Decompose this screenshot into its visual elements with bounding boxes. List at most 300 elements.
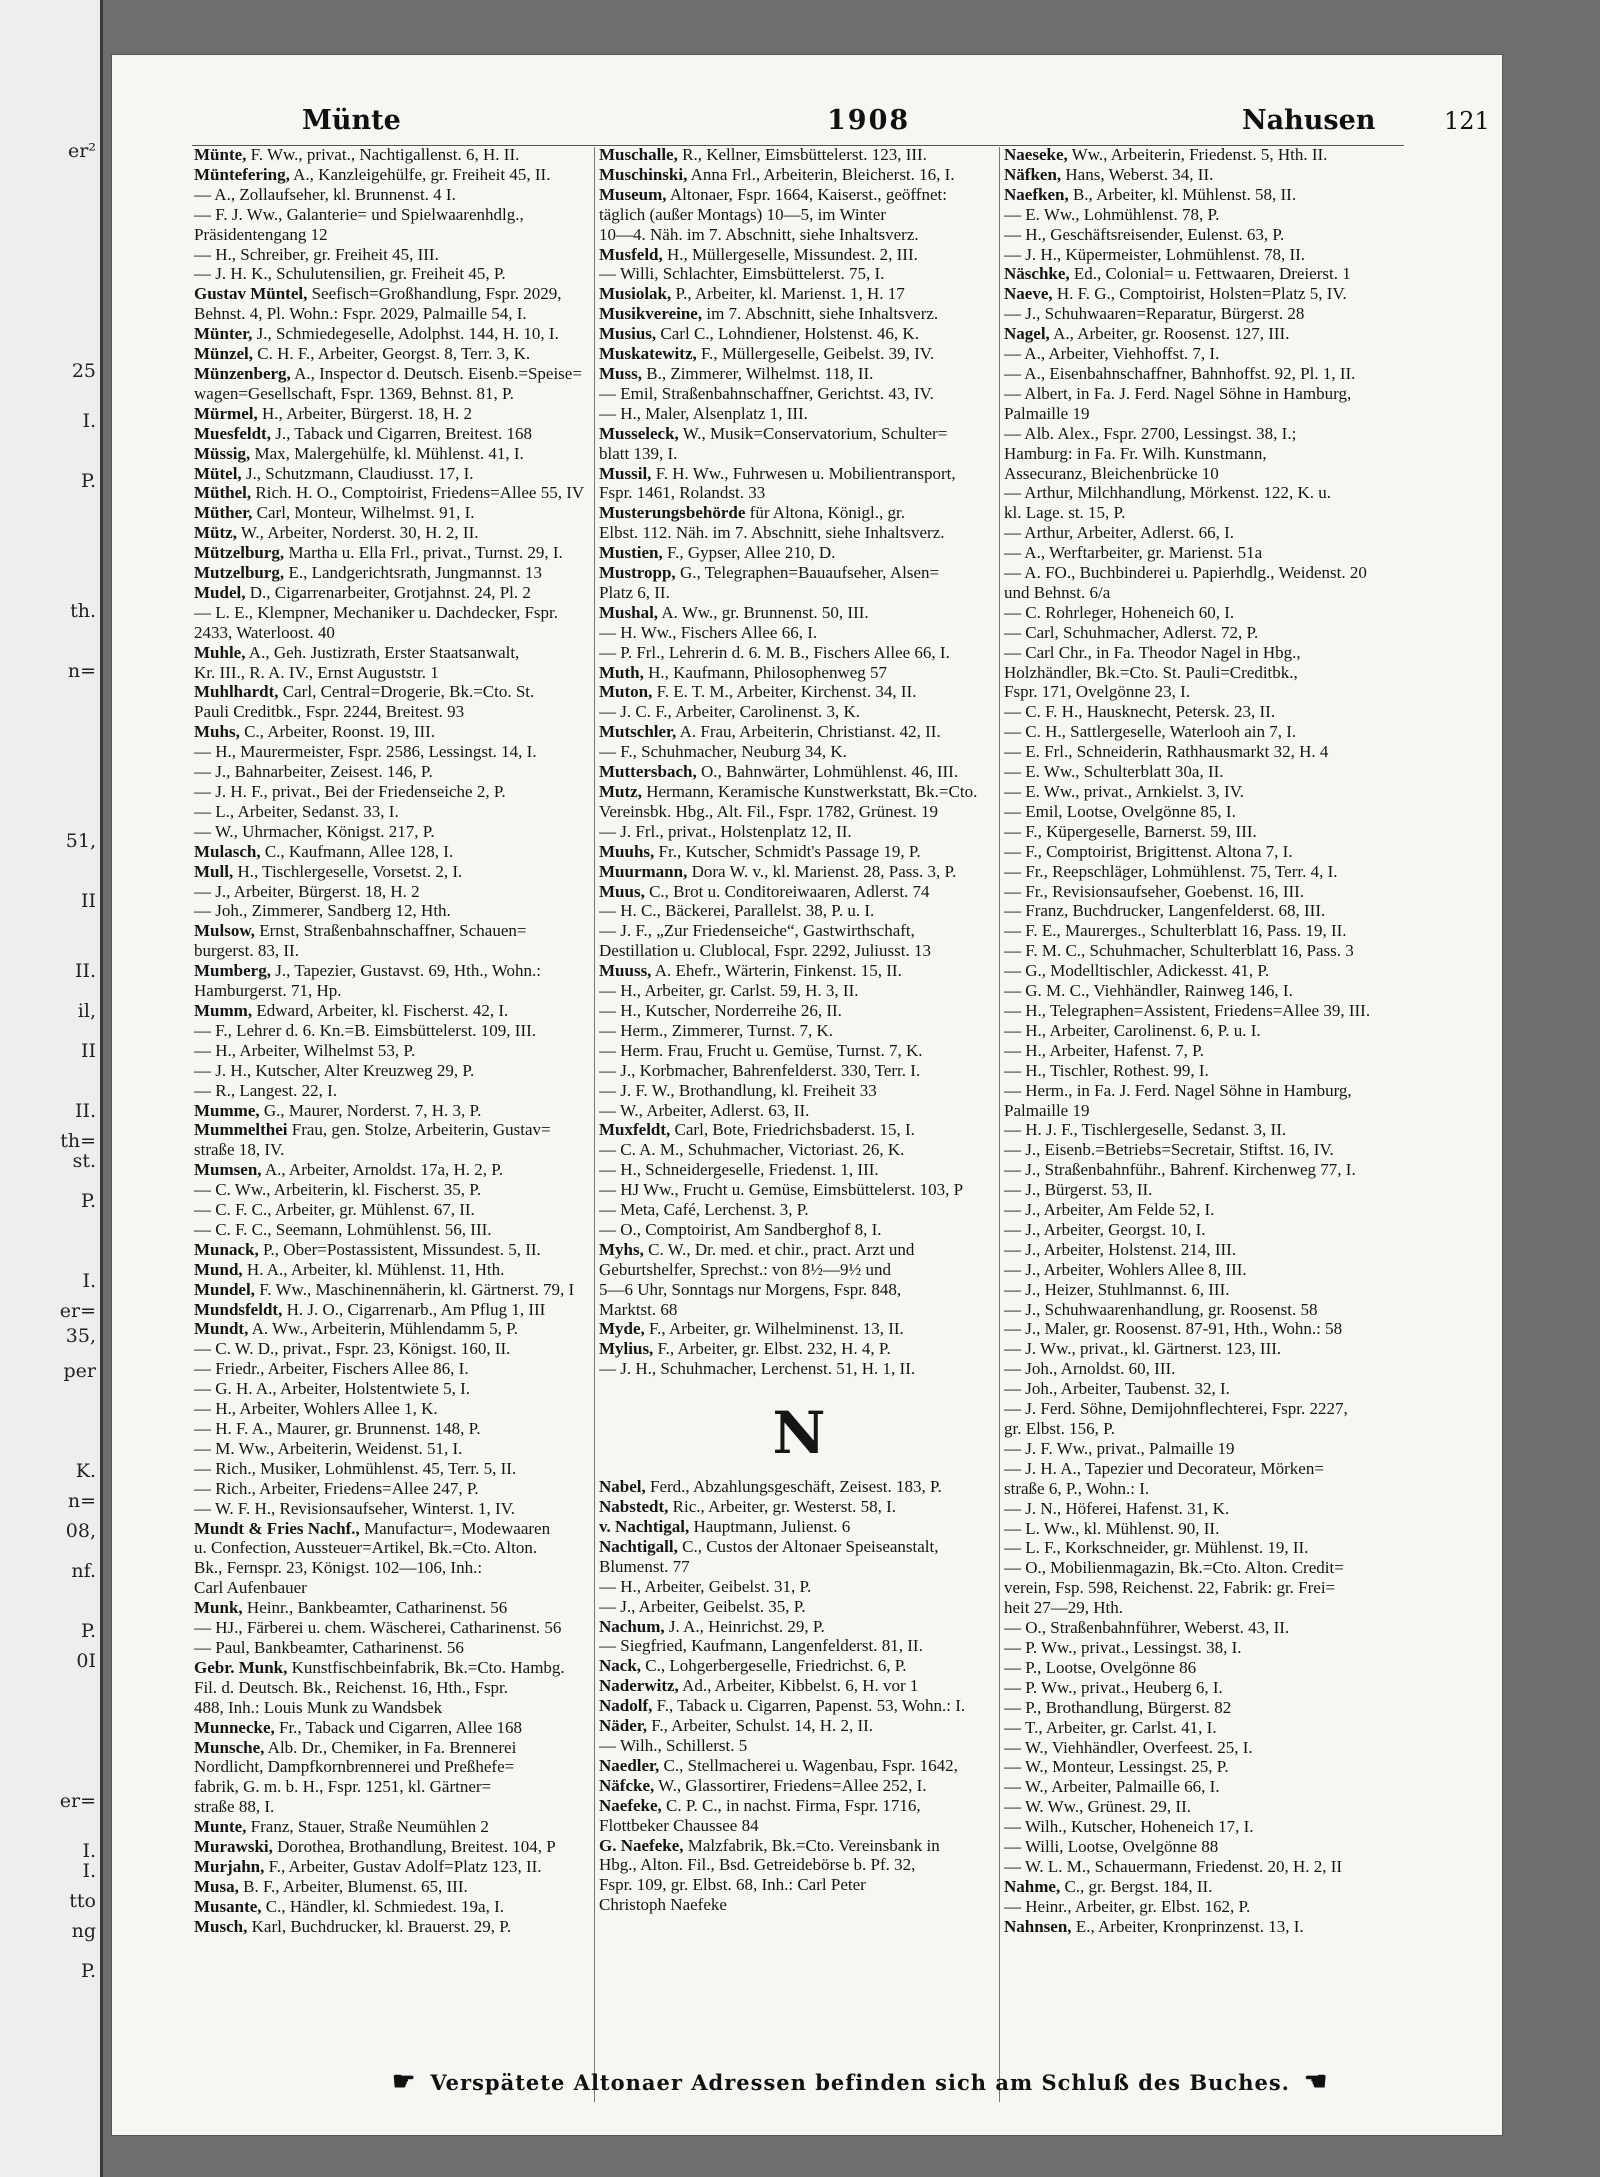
directory-entry (1004, 762, 1404, 782)
directory-entry (599, 1656, 999, 1676)
entry-details: H. J. O., Cigarrenarb., Am Pflug 1, III (282, 1299, 546, 1319)
directory-entry (1004, 1101, 1404, 1121)
entry-details: C., Custos der Altonaer Speiseanstalt, (677, 1536, 939, 1556)
footer-text: Verspätete Altonaer Adressen befinden sich am Schluß des Buches. (430, 2069, 1290, 2095)
adjacent-page-text-fragment: nf. (71, 1560, 96, 1582)
entry-details: Rich. H. O., Comptoirist, Friedens=Allee 55, IV (251, 483, 585, 503)
entry-details: — G., Modelltischler, Adickesst. 41, P. (1004, 961, 1270, 981)
entry-surname: Müssig, (194, 443, 251, 463)
directory-entry (194, 901, 594, 921)
entry-details: — Willi, Lootse, Ovelgönne 88 (1004, 1837, 1219, 1857)
directory-entry (599, 503, 999, 523)
directory-entry (194, 663, 594, 683)
entry-surname: Mundt & Fries Nachf., (194, 1518, 360, 1538)
directory-entry (1004, 1698, 1404, 1718)
entry-details: verein, Fsp. 598, Reichenst. 22, Fabrik: gr. Frei= (1004, 1578, 1336, 1598)
entry-surname: Munack, (194, 1239, 259, 1259)
entry-details: E., Arbeiter, Kronprinzenst. 13, I. (1071, 1916, 1304, 1936)
entry-details: — L. F., Korkschneider, gr. Mühlenst. 19, II. (1004, 1538, 1309, 1558)
directory-entry (599, 1796, 999, 1816)
entry-details: H., Kaufmann, Philosophenweg 57 (643, 662, 888, 682)
entry-surname: Musseleck, (599, 423, 679, 443)
entry-details: — J. Frl., privat., Holstenplatz 12, II. (599, 821, 852, 841)
entry-details: Karl, Buchdrucker, kl. Brauerst. 29, P. (247, 1916, 512, 1936)
directory-entry (1004, 1558, 1404, 1578)
section-letter-heading: N (772, 1399, 826, 1468)
directory-entry (1004, 245, 1404, 265)
directory-entry (1004, 483, 1404, 503)
directory-entry (194, 284, 594, 304)
directory-entry (1004, 1379, 1404, 1399)
entry-details: F., Arbeiter, Schulst. 14, H. 2, II. (647, 1716, 874, 1736)
directory-entry (194, 1140, 594, 1160)
entry-details: Ed., Colonial= u. Fettwaaren, Dreierst. 1 (1069, 264, 1351, 284)
directory-entry (194, 682, 594, 702)
entry-details: — H., Arbeiter, Geibelst. 31, P. (599, 1576, 812, 1596)
directory-entry (599, 1836, 999, 1856)
entry-details: — G. M. C., Viehhändler, Rainweg 146, I. (1004, 981, 1293, 1001)
adjacent-page-text-fragment: 25 (71, 360, 96, 382)
entry-details: C., Lohgerbergeselle, Friedrichst. 6, P. (641, 1656, 907, 1676)
directory-entry (1004, 1777, 1404, 1797)
directory-entry (599, 344, 999, 364)
entry-details: Kunstfischbeinfabrik, Bk.=Cto. Hambg. (287, 1657, 565, 1677)
entry-details: Dora W. v., kl. Marienst. 28, Pass. 3, P. (687, 861, 957, 881)
directory-entry (1004, 901, 1404, 921)
directory-entry (194, 1379, 594, 1399)
entry-details: Alb. Dr., Chemiker, in Fa. Brennerei (264, 1737, 517, 1757)
entry-details: heit 27—29, Hth. (1004, 1598, 1123, 1618)
entry-surname: Musiolak, (599, 284, 672, 304)
entry-surname: Musikvereine, (599, 304, 703, 324)
directory-entry (1004, 1459, 1404, 1479)
entry-details: — H., Schreiber, gr. Freiheit 45, III. (194, 244, 439, 264)
entry-details: — J., Schuhwaarenhandlung, gr. Roosenst. 58 (1004, 1299, 1318, 1319)
entry-surname: Muton, (599, 682, 653, 702)
page-footer-notice (392, 2067, 1342, 2097)
directory-entry (1004, 862, 1404, 882)
directory-entry (599, 1061, 999, 1081)
entry-surname: Munsche, (194, 1737, 265, 1757)
adjacent-page-text-fragment: tto (69, 1890, 96, 1912)
directory-entry (1004, 1041, 1404, 1061)
directory-entry (599, 1636, 999, 1656)
entry-details: Ernst, Straßenbahnschaffner, Schauen= (254, 921, 527, 941)
entry-surname: Museum, (599, 184, 667, 204)
directory-entry (194, 1101, 594, 1121)
entry-details: — C. Ww., Arbeiterin, kl. Fischerst. 35, P. (194, 1180, 482, 1200)
entry-details: — H., Tischler, Rothest. 99, I. (1004, 1060, 1209, 1080)
entry-details: P., Ober=Postassistent, Missundest. 5, II. (258, 1239, 541, 1259)
entry-surname: Müthel, (194, 483, 252, 503)
directory-entry (1004, 1260, 1404, 1280)
entry-surname: Munte, (194, 1817, 247, 1837)
directory-entry (1004, 842, 1404, 862)
entry-details: — C. W. D., privat., Fspr. 23, Königst. 160, II. (194, 1339, 511, 1359)
entry-details: — E. Ww., privat., Arnkielst. 3, IV. (1004, 782, 1245, 801)
directory-entry (194, 1220, 594, 1240)
entry-details: — F. E., Maurerges., Schulterblatt 16, Pass. 19, II. (1004, 921, 1347, 941)
entry-surname: G. Naefeke, (599, 1835, 684, 1855)
directory-entry (1004, 822, 1404, 842)
directory-entry (599, 424, 999, 444)
adjacent-page-text-fragment: ng (71, 1920, 96, 1942)
adjacent-page-text-fragment: I. (82, 410, 96, 432)
directory-entry (1004, 364, 1404, 384)
directory-entry (194, 384, 594, 404)
entry-details: Martha u. Ella Frl., privat., Turnst. 29, I. (284, 543, 563, 563)
entry-details: Hamburg: in Fa. Fr. Wilh. Kunstmann, (1004, 443, 1267, 463)
directory-entry (194, 1678, 594, 1698)
entry-details: — P., Lootse, Ovelgönne 86 (1004, 1657, 1197, 1677)
directory-entry (599, 882, 999, 902)
entry-details: — Fr., Revisionsaufseher, Goebenst. 16, III. (1004, 881, 1305, 901)
entry-details: C., Brot u. Conditoreiwaaren, Adlerst. 74 (644, 881, 930, 901)
directory-entry (1004, 702, 1404, 722)
entry-details: — G. H. A., Arbeiter, Holstentwiete 5, I. (194, 1379, 470, 1399)
entry-details: — Heinr., Arbeiter, gr. Elbst. 162, P. (1004, 1896, 1251, 1916)
entry-details: H., Müllergeselle, Missundest. 2, III. (662, 244, 918, 264)
directory-entry (194, 822, 594, 842)
entry-surname: Mumberg, (194, 961, 271, 981)
directory-entry (1004, 1638, 1404, 1658)
directory-entry (1004, 1757, 1404, 1777)
directory-entry (599, 1557, 999, 1577)
directory-entry (1004, 802, 1404, 822)
directory-entry (599, 1101, 999, 1121)
directory-entry (599, 623, 999, 643)
entry-surname: Muurmann, (599, 861, 688, 881)
entry-surname: Mund, (194, 1259, 243, 1279)
directory-entry (599, 1736, 999, 1756)
directory-entry (194, 205, 594, 225)
entry-surname: Nahnsen, (1004, 1916, 1072, 1936)
entry-details: J., Schutzmann, Claudiusst. 17, I. (241, 463, 474, 483)
directory-entry (194, 1200, 594, 1220)
entry-details: straße 88, I. (194, 1797, 275, 1817)
directory-entry (194, 742, 594, 762)
directory-entry (1004, 185, 1404, 205)
directory-entry (1004, 1399, 1404, 1419)
directory-entry (1004, 1538, 1404, 1558)
entry-details: — L., Arbeiter, Sedanst. 33, I. (194, 801, 399, 821)
entry-details: Malzfabrik, Bk.=Cto. Vereinsbank in (683, 1835, 940, 1855)
directory-entry (599, 1300, 999, 1320)
directory-entry (599, 1617, 999, 1637)
directory-entry (194, 1160, 594, 1180)
directory-entry (194, 1180, 594, 1200)
entry-surname: Münzel, (194, 344, 254, 364)
entry-surname: Mussil, (599, 463, 652, 483)
directory-entry (194, 722, 594, 742)
entry-details: H. F. G., Comptoirist, Holsten=Platz 5, IV. (1052, 284, 1347, 304)
directory-entry (194, 404, 594, 424)
entry-details: Nordlicht, Dampfkornbrennerei und Preßhefe= (194, 1757, 515, 1777)
directory-entry (1004, 1877, 1404, 1897)
page-header (192, 105, 1490, 145)
entry-details: A. Ehefr., Wärterin, Finkenst. 15, II. (651, 961, 902, 981)
directory-entry (599, 165, 999, 185)
entry-surname: Muhlhardt, (194, 682, 279, 702)
entry-details: — H., Arbeiter, Wohlers Allee 1, K. (194, 1399, 438, 1419)
entry-surname: Muuss, (599, 961, 652, 981)
entry-details: Carl, Bote, Friedrichsbaderst. 15, I. (670, 1120, 915, 1140)
entry-details: — Emil, Straßenbahnschaffner, Gerichtst. 43, IV. (599, 383, 934, 403)
directory-entry (194, 1041, 594, 1061)
directory-entry (599, 981, 999, 1001)
directory-entry (194, 503, 594, 523)
directory-entry (194, 424, 594, 444)
entry-details: — W., Viehhändler, Overfeest. 25, I. (1004, 1737, 1253, 1757)
entry-details: Ad., Arbeiter, Kibbelst. 6, H. vor 1 (678, 1676, 919, 1696)
adjacent-page-text-fragment: 35, (65, 1325, 96, 1347)
directory-entry (194, 1558, 594, 1578)
entry-surname: Muth, (599, 662, 644, 682)
entry-details: — C. F. H., Hausknecht, Petersk. 23, II. (1004, 702, 1276, 722)
entry-details: — Paul, Bankbeamter, Catharinenst. 56 (194, 1637, 464, 1657)
entry-details: — Rich., Musiker, Lohmühlenst. 45, Terr. 5, II. (194, 1458, 517, 1478)
entry-surname: Nagel, (1004, 324, 1050, 344)
entry-surname: Mutz, (599, 782, 642, 801)
entry-details: — H., Telegraphen=Assistent, Friedens=Allee 39, III. (1004, 1000, 1371, 1020)
entry-details: — J. C. F., Arbeiter, Carolinenst. 3, K. (599, 702, 860, 722)
directory-entry (194, 1837, 594, 1857)
entry-details: — Joh., Arbeiter, Taubenst. 32, I. (1004, 1379, 1230, 1399)
entry-details: — A. FO., Buchbinderei u. Papierhdlg., Weidenst. 20 (1004, 563, 1367, 583)
entry-details: Geburtshelfer, Sprechst.: von 8½—9½ und (599, 1259, 892, 1279)
directory-entry (1004, 1897, 1404, 1917)
directory-entry (194, 1757, 594, 1777)
entry-surname: Münte, (194, 145, 247, 164)
entry-details: — H., Kutscher, Norderreihe 26, II. (599, 1000, 842, 1020)
directory-entry (1004, 1081, 1404, 1101)
entry-surname: Muus, (599, 881, 645, 901)
entry-surname: Mutzelburg, (194, 563, 285, 583)
entry-details: — J. H., Küpermeister, Lohmühlenst. 78, II. (1004, 244, 1306, 264)
entry-details: F. H. Ww., Fuhrwesen u. Mobilientransport, (651, 463, 956, 483)
directory-entry (1004, 1220, 1404, 1240)
entry-surname: Muttersbach, (599, 762, 697, 782)
entry-surname: Mulsow, (194, 921, 255, 941)
entry-surname: Muhle, (194, 642, 246, 662)
entry-details: 10—4. Näh. im 7. Abschnitt, siehe Inhaltsverz. (599, 224, 919, 244)
entry-details: F. E. T. M., Arbeiter, Kirchenst. 34, II. (652, 682, 917, 702)
directory-entry (599, 722, 999, 742)
entry-details: Ric., Arbeiter, gr. Westerst. 58, I. (668, 1497, 896, 1517)
adjacent-page-text-fragment: th= (60, 1130, 96, 1152)
entry-details: J., Tapezier, Gustavst. 69, Hth., Wohn.: (270, 961, 541, 981)
entry-details: A., Arbeiter, gr. Roosenst. 127, III. (1049, 324, 1290, 344)
entry-details: — W., Uhrmacher, Königst. 217, P. (194, 821, 435, 841)
entry-details: — A., Zollaufseher, kl. Brunnenst. 4 I. (194, 184, 456, 204)
directory-entry (1004, 1180, 1404, 1200)
entry-details: — E. Frl., Schneiderin, Rathhausmarkt 32, H. 4 (1004, 742, 1329, 762)
entry-surname: Näder, (599, 1716, 648, 1736)
directory-entry (194, 324, 594, 344)
entry-details: burgerst. 83, II. (194, 941, 299, 961)
directory-entry (599, 304, 999, 324)
directory-entry (599, 563, 999, 583)
entry-details: — J., Straßenbahnführ., Bahrenf. Kirchenweg 77, I. (1004, 1160, 1356, 1180)
entry-details: Kr. III., R. A. IV., Ernst Auguststr. 1 (194, 662, 439, 682)
entry-details: — Friedr., Arbeiter, Fischers Allee 86, I. (194, 1359, 469, 1379)
directory-entry (1004, 464, 1404, 484)
directory-entry (599, 862, 999, 882)
directory-column-3 (1004, 145, 1404, 1937)
entry-details: B., Zimmerer, Wilhelmst. 118, II. (641, 363, 874, 383)
directory-entry (1004, 225, 1404, 245)
directory-entry (599, 145, 999, 165)
entry-details: C., Händler, kl. Schmiedest. 19a, I. (261, 1896, 504, 1916)
directory-entry (599, 1477, 999, 1497)
entry-details: Edward, Arbeiter, kl. Fischerst. 42, I. (252, 1000, 509, 1020)
entry-surname: Mütel, (194, 463, 242, 483)
directory-entry (194, 1698, 594, 1718)
directory-entry (194, 1638, 594, 1658)
entry-details: täglich (außer Montags) 10—5, im Winter (599, 204, 886, 224)
directory-entry (1004, 921, 1404, 941)
entry-surname: Murjahn, (194, 1856, 265, 1876)
entry-details: Carl, Monteur, Wilhelmst. 91, I. (252, 503, 475, 523)
directory-entry (1004, 1618, 1404, 1638)
directory-entry (1004, 304, 1404, 324)
directory-entry (194, 1280, 594, 1300)
entry-details: Max, Malergehülfe, kl. Mühlenst. 41, I. (250, 443, 524, 463)
entry-details: — Joh., Zimmerer, Sandberg 12, Hth. (194, 901, 451, 921)
directory-entry (599, 603, 999, 623)
entry-surname: Mumsen, (194, 1160, 262, 1180)
entry-surname: Muxfeldt, (599, 1120, 671, 1140)
adjacent-page-text-fragment: P. (81, 1960, 96, 1982)
entry-details: — Franz, Buchdrucker, Langenfelderst. 68, III. (1004, 901, 1326, 921)
entry-surname: Mützelburg, (194, 543, 285, 563)
adjacent-page-text-fragment: er= (59, 1790, 96, 1812)
entry-details: — E. Ww., Schulterblatt 30a, II. (1004, 762, 1224, 782)
directory-entry (194, 563, 594, 583)
adjacent-page-text-fragment: 08, (65, 1520, 96, 1542)
directory-entry (1004, 742, 1404, 762)
entry-details: B. F., Arbeiter, Blumenst. 65, III. (238, 1876, 468, 1896)
directory-entry (194, 603, 594, 623)
entry-details: — H., Geschäftsreisender, Eulenst. 63, P. (1004, 224, 1285, 244)
directory-entry (1004, 1319, 1404, 1339)
adjacent-page-text-fragment: th. (70, 600, 96, 622)
entry-surname: Münzenberg, (194, 363, 291, 383)
page-number: 121 (1444, 107, 1490, 135)
directory-entry (599, 264, 999, 284)
directory-entry (194, 1817, 594, 1837)
entry-details: — J. H., Kutscher, Alter Kreuzweg 29, P. (194, 1060, 475, 1080)
directory-entry (194, 1439, 594, 1459)
directory-entry (1004, 1439, 1404, 1459)
directory-entry (599, 543, 999, 563)
directory-entry (1004, 563, 1404, 583)
entry-details: Präsidentengang 12 (194, 224, 328, 244)
entry-details: Carl Aufenbauer (194, 1578, 307, 1598)
entry-details: — F., Küpergeselle, Barnerst. 59, III. (1004, 821, 1257, 841)
entry-details: F. Ww., Maschinennäherin, kl. Gärtnerst. 79, I (254, 1279, 575, 1299)
adjacent-page-text-fragment: st. (72, 1150, 96, 1172)
entry-details: Carl, Central=Drogerie, Bk.=Cto. St. (278, 682, 535, 702)
entry-details: P., Arbeiter, kl. Marienst. 1, H. 17 (671, 284, 905, 304)
entry-details: — J. N., Höferei, Hafenst. 31, K. (1004, 1498, 1230, 1518)
directory-entry (599, 1875, 999, 1895)
entry-details: — W., Monteur, Lessingst. 25, P. (1004, 1757, 1229, 1777)
directory-entry (194, 1499, 594, 1519)
entry-details: — Albert, in Fa. J. Ferd. Nagel Söhne in Hamburg, (1004, 383, 1352, 403)
directory-entry (194, 1618, 594, 1638)
entry-surname: Näfken, (1004, 164, 1062, 184)
directory-entry (194, 1061, 594, 1081)
directory-entry (194, 921, 594, 941)
entry-details: — H. Ww., Fischers Allee 66, I. (599, 622, 818, 642)
directory-entry (599, 1756, 999, 1776)
entry-details: — Herm., in Fa. J. Ferd. Nagel Söhne in Hamburg, (1004, 1080, 1352, 1100)
entry-details: — Willi, Schlachter, Eimsbüttelerst. 75, I. (599, 264, 885, 284)
entry-details: — R., Langest. 22, I. (194, 1080, 338, 1100)
directory-entry (1004, 1419, 1404, 1439)
directory-entry (194, 1857, 594, 1877)
adjacent-page-text-fragment: 51, (65, 830, 96, 852)
entry-details: Palmaille 19 (1004, 1100, 1090, 1120)
entry-surname: Nabel, (599, 1477, 646, 1497)
entry-details: Holzhändler, Bk.=Cto. St. Pauli=Creditbk., (1004, 662, 1298, 682)
entry-surname: Müther, (194, 503, 253, 523)
directory-entry (1004, 1001, 1404, 1021)
entry-details: straße 6, P., Wohn.: I. (1004, 1478, 1150, 1498)
entry-details: — J. F., „Zur Friedenseiche“, Gastwirthschaft, (599, 921, 915, 941)
directory-entry (1004, 1658, 1404, 1678)
entry-details: — HJ., Färberei u. chem. Wäscherei, Catharinenst. 56 (194, 1618, 562, 1638)
entry-details: C., Arbeiter, Roonst. 19, III. (239, 722, 436, 742)
directory-entry (194, 304, 594, 324)
directory-entry (1004, 444, 1404, 464)
directory-entry (194, 1459, 594, 1479)
entry-details: — Wilh., Kutscher, Hoheneich 17, I. (1004, 1817, 1254, 1837)
entry-details: Platz 6, II. (599, 582, 670, 602)
directory-entry (1004, 523, 1404, 543)
entry-details: — W. L. M., Schauermann, Friedenst. 20, H. 2, II (1004, 1856, 1343, 1876)
directory-entry (1004, 1738, 1404, 1758)
directory-entry (599, 782, 999, 802)
directory-entry (194, 702, 594, 722)
directory-entry (599, 1140, 999, 1160)
entry-surname: Naefeke, (599, 1795, 662, 1815)
entry-details: kl. Lage. st. 15, P. (1004, 503, 1126, 523)
entry-details: — O., Mobilienmagazin, Bk.=Cto. Alton. Credit= (1004, 1558, 1344, 1578)
directory-entry (194, 1658, 594, 1678)
entry-details: F., Arbeiter, gr. Wilhelminenst. 13, II. (644, 1319, 904, 1339)
entry-details: — J. F. Ww., privat., Palmaille 19 (1004, 1438, 1235, 1458)
entry-details: Fspr. 171, Ovelgönne 23, I. (1004, 682, 1191, 702)
entry-details: Hamburgerst. 71, Hp. (194, 981, 342, 1001)
adjacent-page-text-fragment: P. (81, 1620, 96, 1642)
entry-details: — J. H. K., Schulutensilien, gr. Freiheit 45, P. (194, 264, 506, 284)
entry-surname: Mushal, (599, 602, 659, 622)
entry-surname: Musterungsbehörde (599, 503, 746, 523)
entry-details: — P. Frl., Lehrerin d. 6. M. B., Fischers Allee 66, I. (599, 642, 950, 662)
directory-entry (1004, 145, 1404, 165)
directory-entry (599, 1319, 999, 1339)
entry-details: — H., Schneidergeselle, Friedenst. 1, III. (599, 1160, 879, 1180)
entry-surname: Naedler, (599, 1755, 660, 1775)
entry-details: — F. J. Ww., Galanterie= und Spielwaarenhdlg., (194, 204, 524, 224)
entry-details: — J. Ferd. Söhne, Demijohnflechterei, Fspr. 2227, (1004, 1399, 1348, 1419)
entry-details: Fr., Taback und Cigarren, Allee 168 (274, 1717, 523, 1737)
directory-entry (1004, 1857, 1404, 1877)
entry-details: C., gr. Bergst. 184, II. (1060, 1876, 1213, 1896)
entry-details: — T., Arbeiter, gr. Carlst. 41, I. (1004, 1717, 1217, 1737)
